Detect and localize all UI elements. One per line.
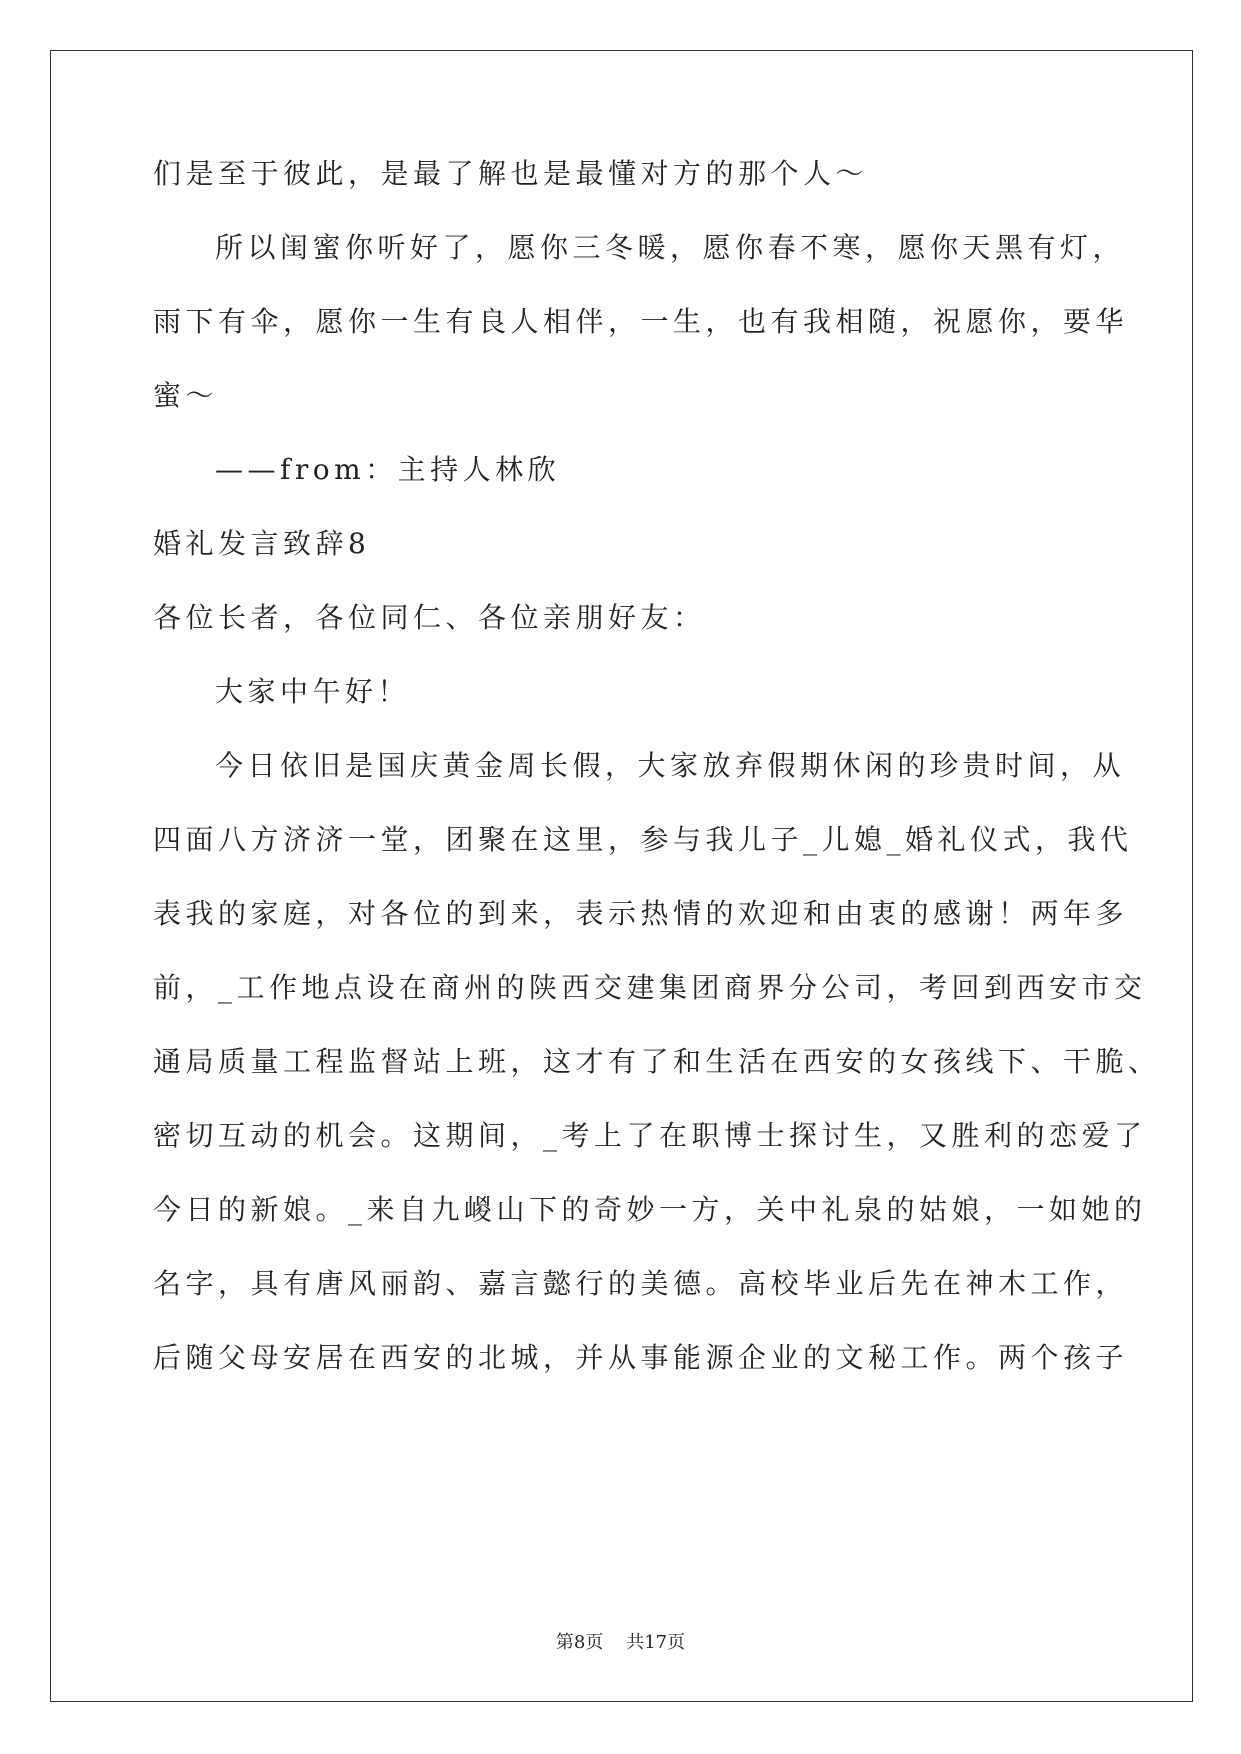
page-border (50, 50, 1193, 1702)
text-line: 今日依旧是国庆黄金周长假，大家放弃假期休闲的珍贵时间，从 (215, 749, 1126, 782)
page-footer (0, 1631, 1241, 1655)
text-line: 前，_工作地点设在商州的陕西交建集团商界分公司，考回到西安市交 (153, 971, 1147, 1004)
signature-line: ——from：主持人林欣 (215, 453, 561, 486)
text-line: 表我的家庭，对各位的到来，表示热情的欢迎和由衷的感谢！两年多 (153, 897, 1129, 930)
text-line: 通局质量工程监督站上班，这才有了和生活在西安的女孩线下、干脆、 (153, 1045, 1161, 1078)
text-line: 密切互动的机会。这期间，_考上了在职博士探讨生，又胜利的恋爱了 (153, 1119, 1147, 1152)
text-line: 雨下有伞，愿你一生有良人相伴，一生，也有我相随，祝愿你，要华 (153, 305, 1129, 338)
text-line: 四面八方济济一堂，团聚在这里，参与我儿子_儿媳_婚礼仪式，我代 (153, 823, 1133, 856)
text-line: 后随父母安居在西安的北城，并从事能源企业的文秘工作。两个孩子 (153, 1341, 1129, 1374)
text-line: 们是至于彼此，是最了解也是最懂对方的那个人～ (153, 157, 869, 190)
text-line: 名字，具有唐风丽韵、嘉言懿行的美德。高校毕业后先在神木工作， (153, 1267, 1129, 1300)
page-number: 第8页 (555, 1632, 604, 1653)
text-line: 今日的新娘。_来自九嵕山下的奇妙一方，关中礼泉的姑娘，一如她的 (153, 1193, 1147, 1226)
text-line: 所以闺蜜你听好了，愿你三冬暖，愿你春不寒，愿你天黑有灯， (215, 231, 1126, 264)
salutation: 各位长者，各位同仁、各位亲朋好友： (153, 601, 706, 634)
greeting: 大家中午好！ (215, 675, 411, 708)
page-total: 共17页 (626, 1632, 686, 1653)
section-heading: 婚礼发言致辞8 (153, 527, 371, 560)
text-line: 蜜～ (153, 379, 219, 412)
